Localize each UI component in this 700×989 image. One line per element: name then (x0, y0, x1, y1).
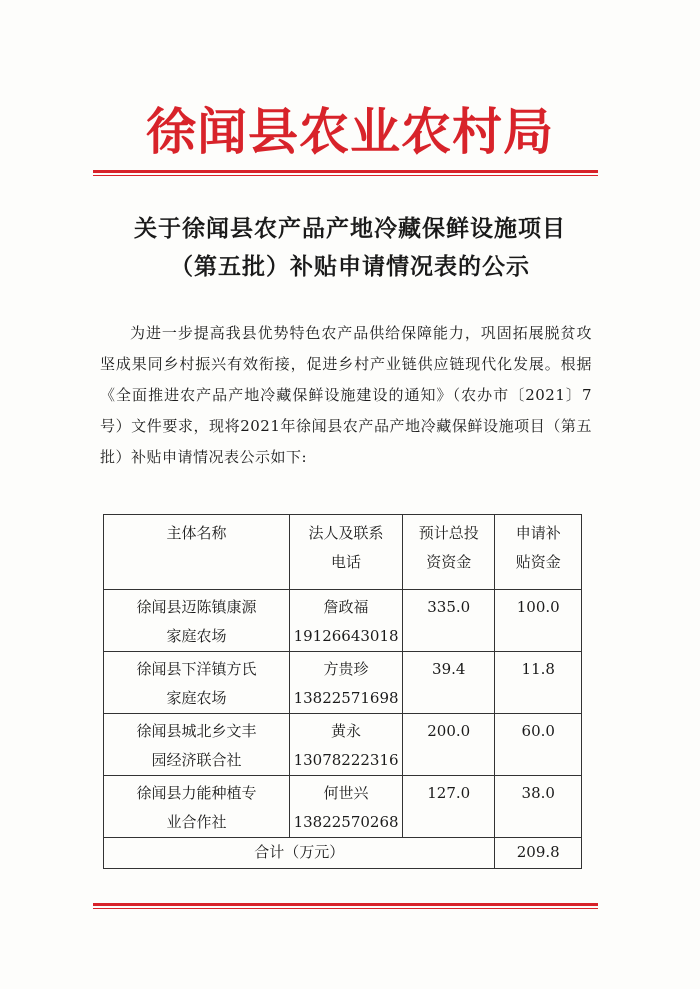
total-value: 209.8 (495, 838, 582, 869)
title-line-1: 关于徐闻县农产品产地冷藏保鲜设施项目 (134, 216, 566, 242)
cell-investment: 39.4 (403, 652, 495, 714)
header-subsidy-amount: 申请补 贴资金 (495, 515, 582, 590)
header-total-investment: 预计总投 资资金 (403, 515, 495, 590)
cell-subsidy: 38.0 (495, 776, 582, 838)
table-header-row (104, 515, 582, 590)
cell-investment: 335.0 (403, 590, 495, 652)
cell-investment: 127.0 (403, 776, 495, 838)
top-divider (93, 170, 598, 176)
cell-legal-person: 方贵珍 13822571698 (290, 652, 403, 714)
cell-legal-person: 何世兴 13822570268 (290, 776, 403, 838)
cell-subsidy: 60.0 (495, 714, 582, 776)
cell-entity-name: 徐闻县迈陈镇康源 家庭农场 (104, 590, 290, 652)
document-title (80, 210, 620, 286)
cell-subsidy: 100.0 (495, 590, 582, 652)
cell-entity-name: 徐闻县力能种植专 业合作社 (104, 776, 290, 838)
table-total-row (104, 838, 582, 869)
subsidy-table (103, 514, 582, 869)
title-line-2: （第五批）补贴申请情况表的公示 (170, 254, 530, 280)
cell-legal-person: 詹政福 19126643018 (290, 590, 403, 652)
table-row (104, 776, 582, 838)
table-row (104, 714, 582, 776)
bottom-divider (93, 903, 598, 909)
cell-entity-name: 徐闻县城北乡文丰 园经济联合社 (104, 714, 290, 776)
cell-legal-person: 黄永 13078222316 (290, 714, 403, 776)
total-label: 合计（万元） (104, 838, 495, 869)
table-row (104, 590, 582, 652)
header-legal-person-phone: 法人及联系 电话 (290, 515, 403, 590)
body-paragraph: 为进一步提高我县优势特色农产品供给保障能力，巩固拓展脱贫攻坚成果同乡村振兴有效衔接，促进乡村产业链供应链现代化发展。根据《全面推进农产品产地冷藏保鲜设施建设的通知》（农办市〔2021〕7号）文件要求，现将2021年徐闻县农产品产地冷藏保鲜设施项目（第五批）补贴申请情况表公示如下: (100, 324, 592, 466)
cell-investment: 200.0 (403, 714, 495, 776)
cell-subsidy: 11.8 (495, 652, 582, 714)
document-masthead: 徐闻县农业农村局 (146, 102, 554, 161)
table-row (104, 652, 582, 714)
cell-entity-name: 徐闻县下洋镇方氏 家庭农场 (104, 652, 290, 714)
header-entity-name: 主体名称 (104, 515, 290, 590)
